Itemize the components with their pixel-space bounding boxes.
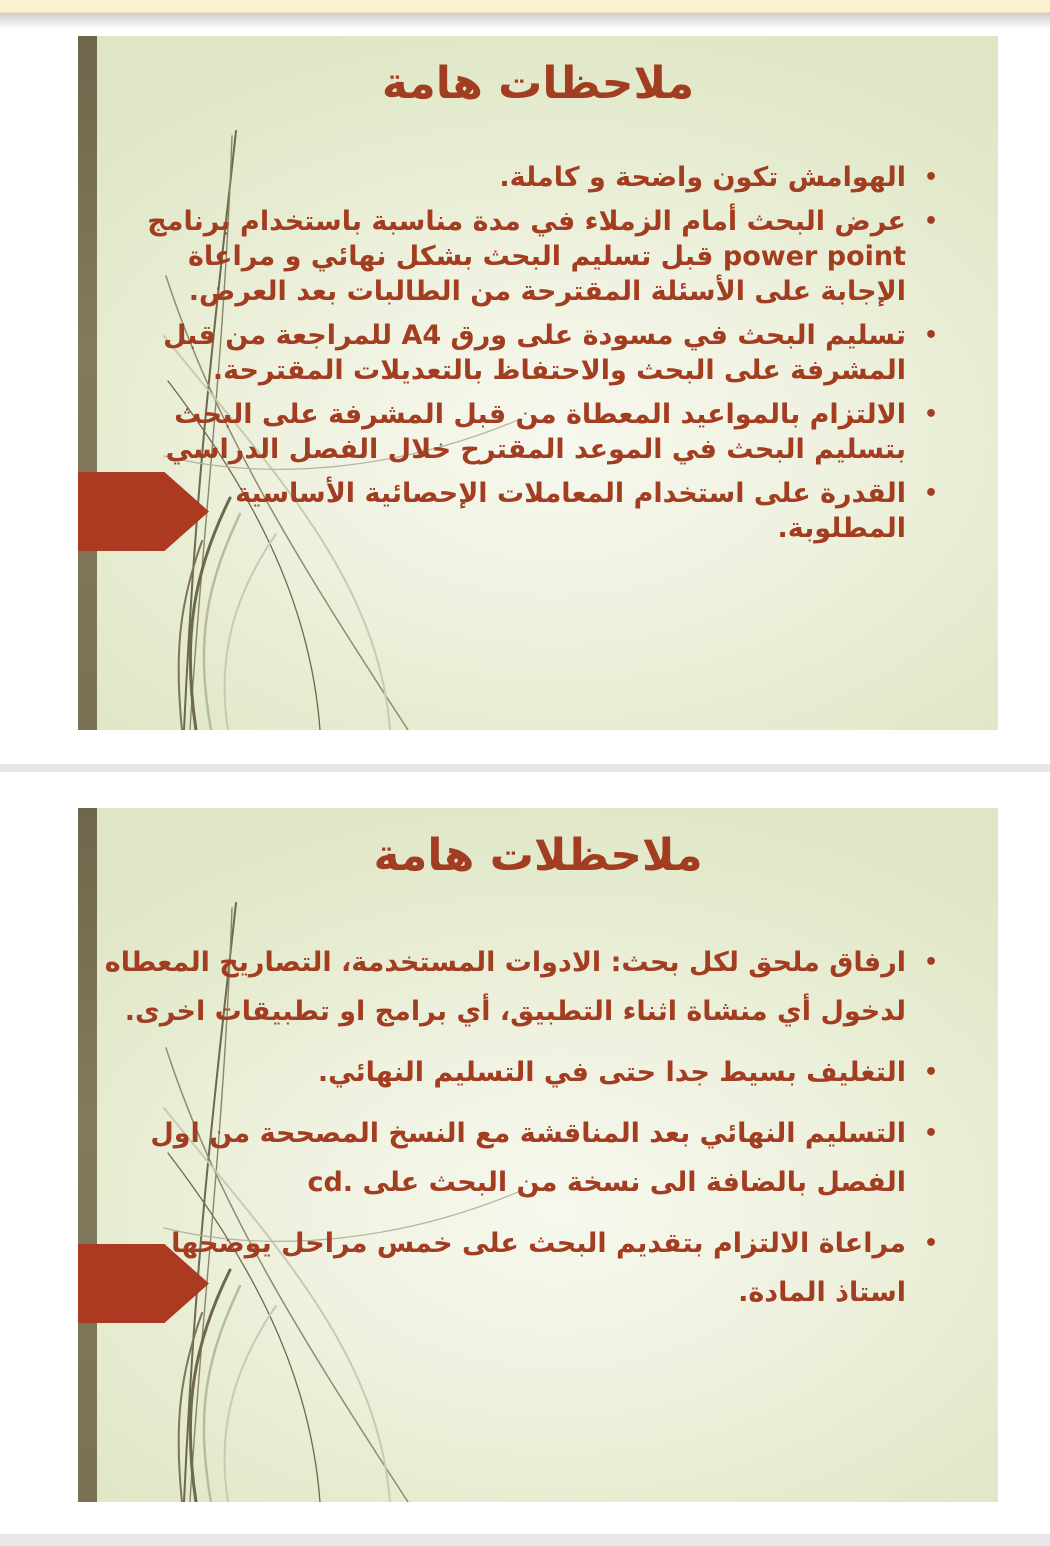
- page-separator: [0, 1534, 1050, 1546]
- bullet-item: [102, 397, 944, 467]
- slide-2: [78, 808, 998, 1502]
- bullet-text: التسليم النهائي بعد المناقشة مع النسخ المصححة من اول الفصل بالضافة الى نسخة من البحث على .cd: [150, 1118, 906, 1198]
- bullet-marker-icon: •: [923, 950, 938, 975]
- bullet-item: [102, 476, 944, 546]
- bullet-text: ارفاق ملحق لكل بحث: الادوات المستخدمة، التصاريح المعطاه لدخول أي منشاة اثناء التطبيق، أي برامج او تطبيقات اخرى.: [104, 947, 906, 1027]
- bullet-text: التغليف بسيط جدا حتى في التسليم النهائي.: [317, 1057, 906, 1088]
- bullet-marker-icon: •: [923, 481, 938, 506]
- bullet-item: [102, 938, 944, 1036]
- bullet-text: مراعاة الالتزام بتقديم البحث على خمس مراحل يوضحها استاذ المادة.: [171, 1228, 906, 1308]
- bullet-item: [102, 204, 944, 309]
- bullet-marker-icon: •: [923, 1060, 938, 1085]
- page-separator: [0, 764, 1050, 772]
- bullet-text: عرض البحث أمام الزملاء في مدة مناسبة باستخدام برنامج power point قبل تسليم البحث بشكل نهائي و مراعاة الإجابة على الأسئلة المقترحة من الطالبات بعد العرض.: [147, 206, 906, 307]
- slide-title: ملاحظلات هامة: [373, 830, 703, 881]
- bullet-text: القدرة على استخدام المعاملات الإحصائية الأساسية المطلوبة.: [235, 478, 906, 544]
- bullet-text: الهوامش تكون واضحة و كاملة.: [499, 162, 906, 193]
- bullet-item: [102, 1048, 944, 1097]
- bullet-marker-icon: •: [923, 165, 938, 190]
- slide-1: [78, 36, 998, 730]
- top-accent-bar: [0, 0, 1050, 13]
- bullet-marker-icon: •: [923, 1121, 938, 1146]
- bullet-marker-icon: •: [923, 323, 938, 348]
- bullet-text: الالتزام بالمواعيد المعطاة من قبل المشرفة على البحث بتسليم البحث في الموعد المقترح خلال الفصل الدراسي: [165, 399, 906, 465]
- top-shadow: [0, 13, 1050, 29]
- slide-body: [78, 938, 998, 1317]
- bullet-item: [102, 318, 944, 388]
- bullet-marker-icon: •: [923, 209, 938, 234]
- bullet-item: [102, 160, 944, 195]
- bullet-text: تسليم البحث في مسودة على ورق A4 للمراجعة من قبل المشرفة على البحث والاحتفاظ بالتعديلات المقترحة.: [163, 320, 906, 386]
- slide-title: ملاحظات هامة: [381, 58, 695, 109]
- bullet-item: [102, 1109, 944, 1207]
- bullet-marker-icon: •: [923, 402, 938, 427]
- bullet-item: [102, 1219, 944, 1317]
- slide-body: [78, 160, 998, 546]
- bullet-marker-icon: •: [923, 1231, 938, 1256]
